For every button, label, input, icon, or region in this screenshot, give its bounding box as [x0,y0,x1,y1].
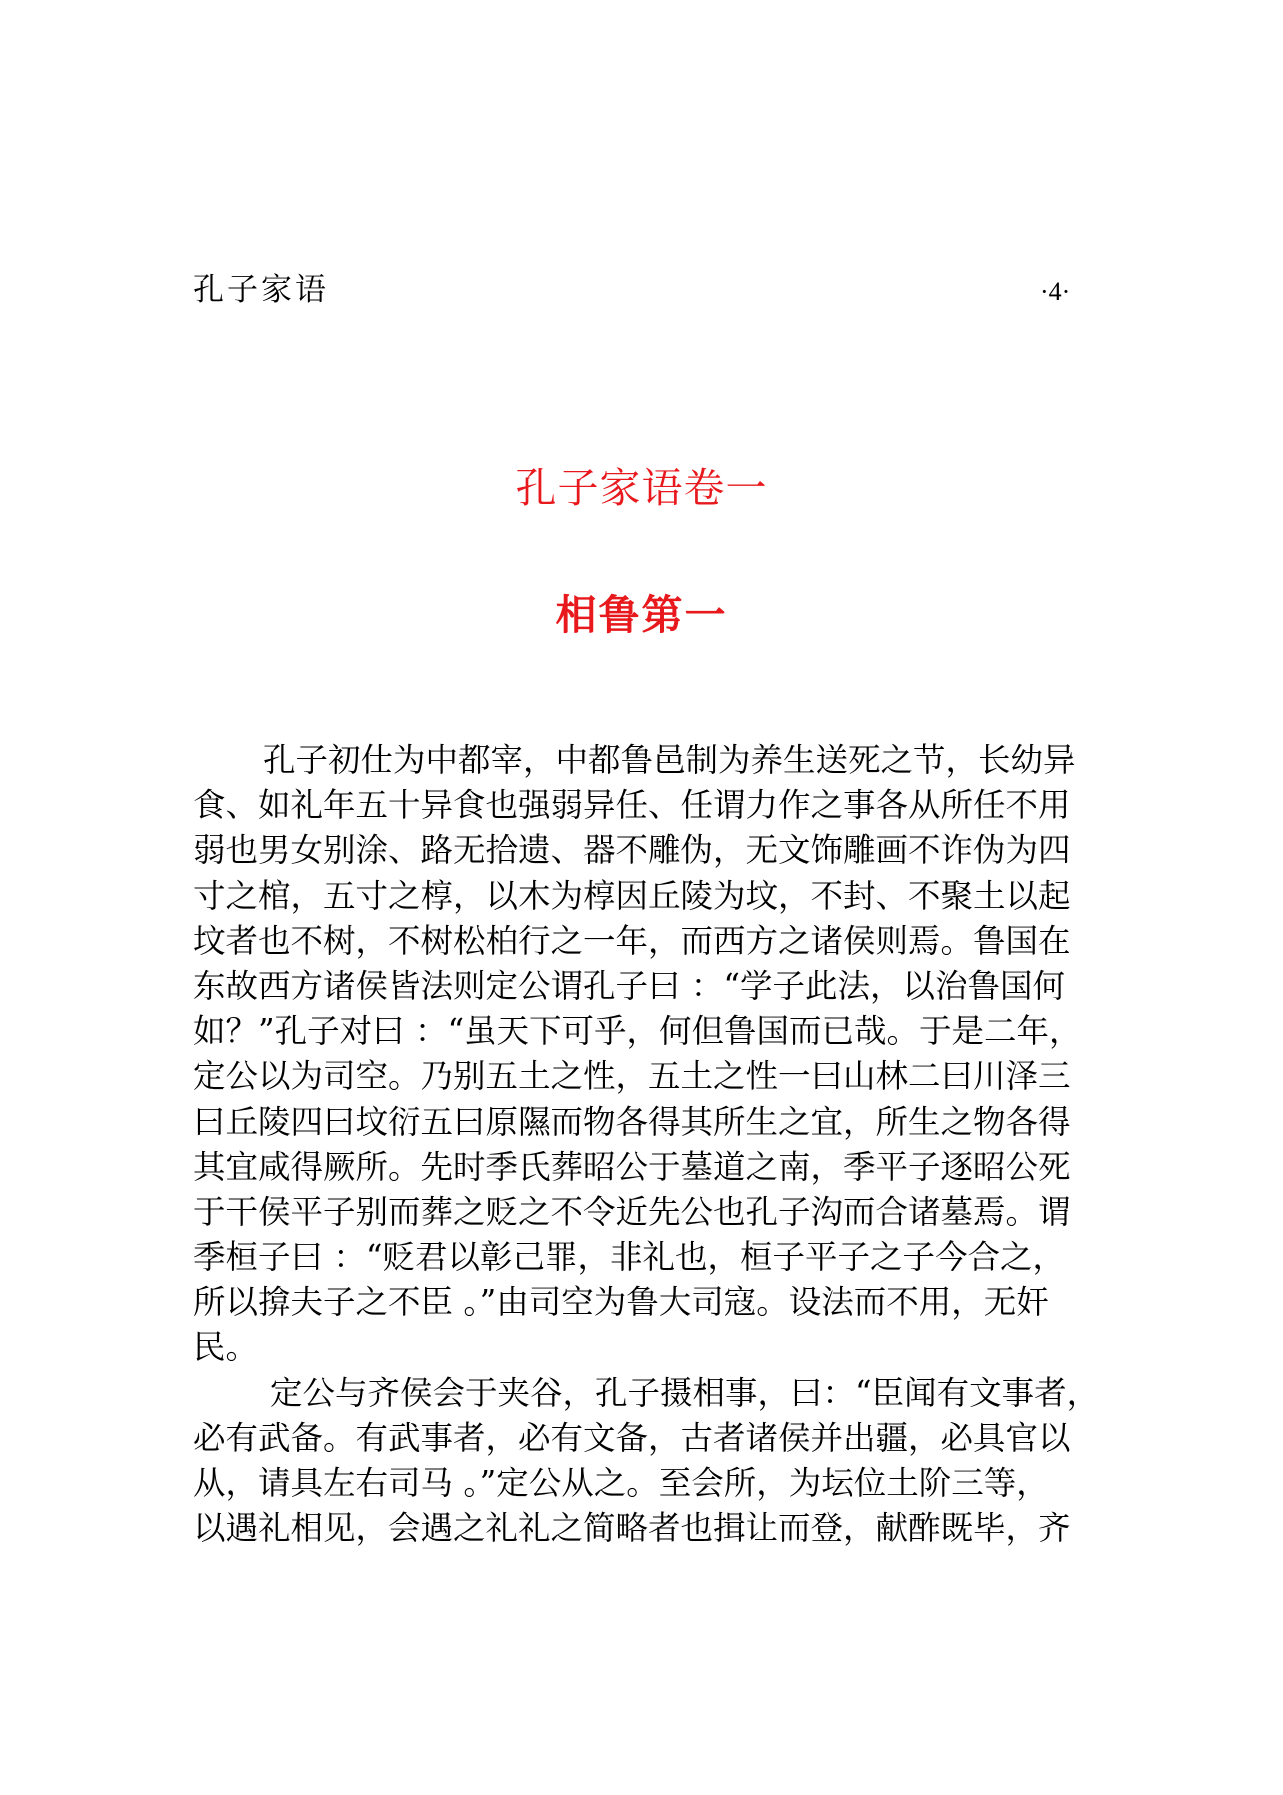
paragraph [193,1371,1100,1552]
page-number: ·4· [1040,277,1071,306]
text-line: 从，请具左右司马 。”定公从之。至会所，为坛位土阶三等， [193,1464,1049,1502]
text-line: 其宜咸得厥所。先时季氏葬昭公于墓道之南，季平子逐昭公死 [193,1147,1071,1186]
body-text [193,738,1100,1551]
text-line: 所以揜夫子之不臣 。”由司空为鲁大司寇。设法而不用，无奸 [193,1283,1049,1322]
text-line: 以遇礼相见，会遇之礼礼之简略者也揖让而登，献酢既毕，齐 [193,1509,1071,1548]
running-head-title: 孔子家语 [193,272,329,308]
text-line: 坟者也不树，不树松柏行之一年，而西方之诸侯则焉。鲁国在 [193,921,1071,960]
text-line: 于干侯平子别而葬之贬之不令近先公也孔子沟而合诸墓焉。谓 [193,1192,1071,1231]
text-line: 民。 [193,1328,259,1367]
text-line: 弱也男女别涂、路无拾遗、器不雕伪，无文饰雕画不诈伪为四 [193,831,1071,870]
text-line: 食、如礼年五十异食也强弱异任、任谓力作之事各从所任不用 [193,786,1071,825]
text-line: 曰丘陵四曰坟衍五曰原隰而物各得其所生之宜，所生之物各得 [193,1102,1071,1141]
text-line: 如？”孔子对曰 ：“虽天下可乎，何但鲁国而已哉。于是二年， [193,1012,1082,1051]
text-line: 东故西方诸侯皆法则定公谓孔子曰 ：“学子此法，以治鲁国何 [193,966,1065,1005]
text-line: 定公与齐侯会于夹谷，孔子摄相事，曰：“臣闻有文事者， [270,1373,1100,1412]
text-line: 必有武备。有武事者，必有文备，古者诸侯并出疆，必具官以 [193,1418,1071,1457]
chapter-title: 相鲁第一 [555,591,728,639]
text-line: 孔子初仕为中都宰，中都鲁邑制为养生送死之节，长幼异 [263,741,1076,779]
volume-title: 孔子家语卷一 [515,464,768,512]
text-line: 定公以为司空。乃别五土之性，五土之性一曰山林二曰川泽三 [193,1057,1071,1096]
paragraph [193,738,1093,1371]
text-line: 寸之棺，五寸之椁，以木为椁因丘陵为坟，不封、不聚土以起 [193,876,1071,915]
text-line: 季桓子曰 ：“贬君以彰己罪，非礼也，桓子平子之子今合之， [193,1238,1065,1277]
